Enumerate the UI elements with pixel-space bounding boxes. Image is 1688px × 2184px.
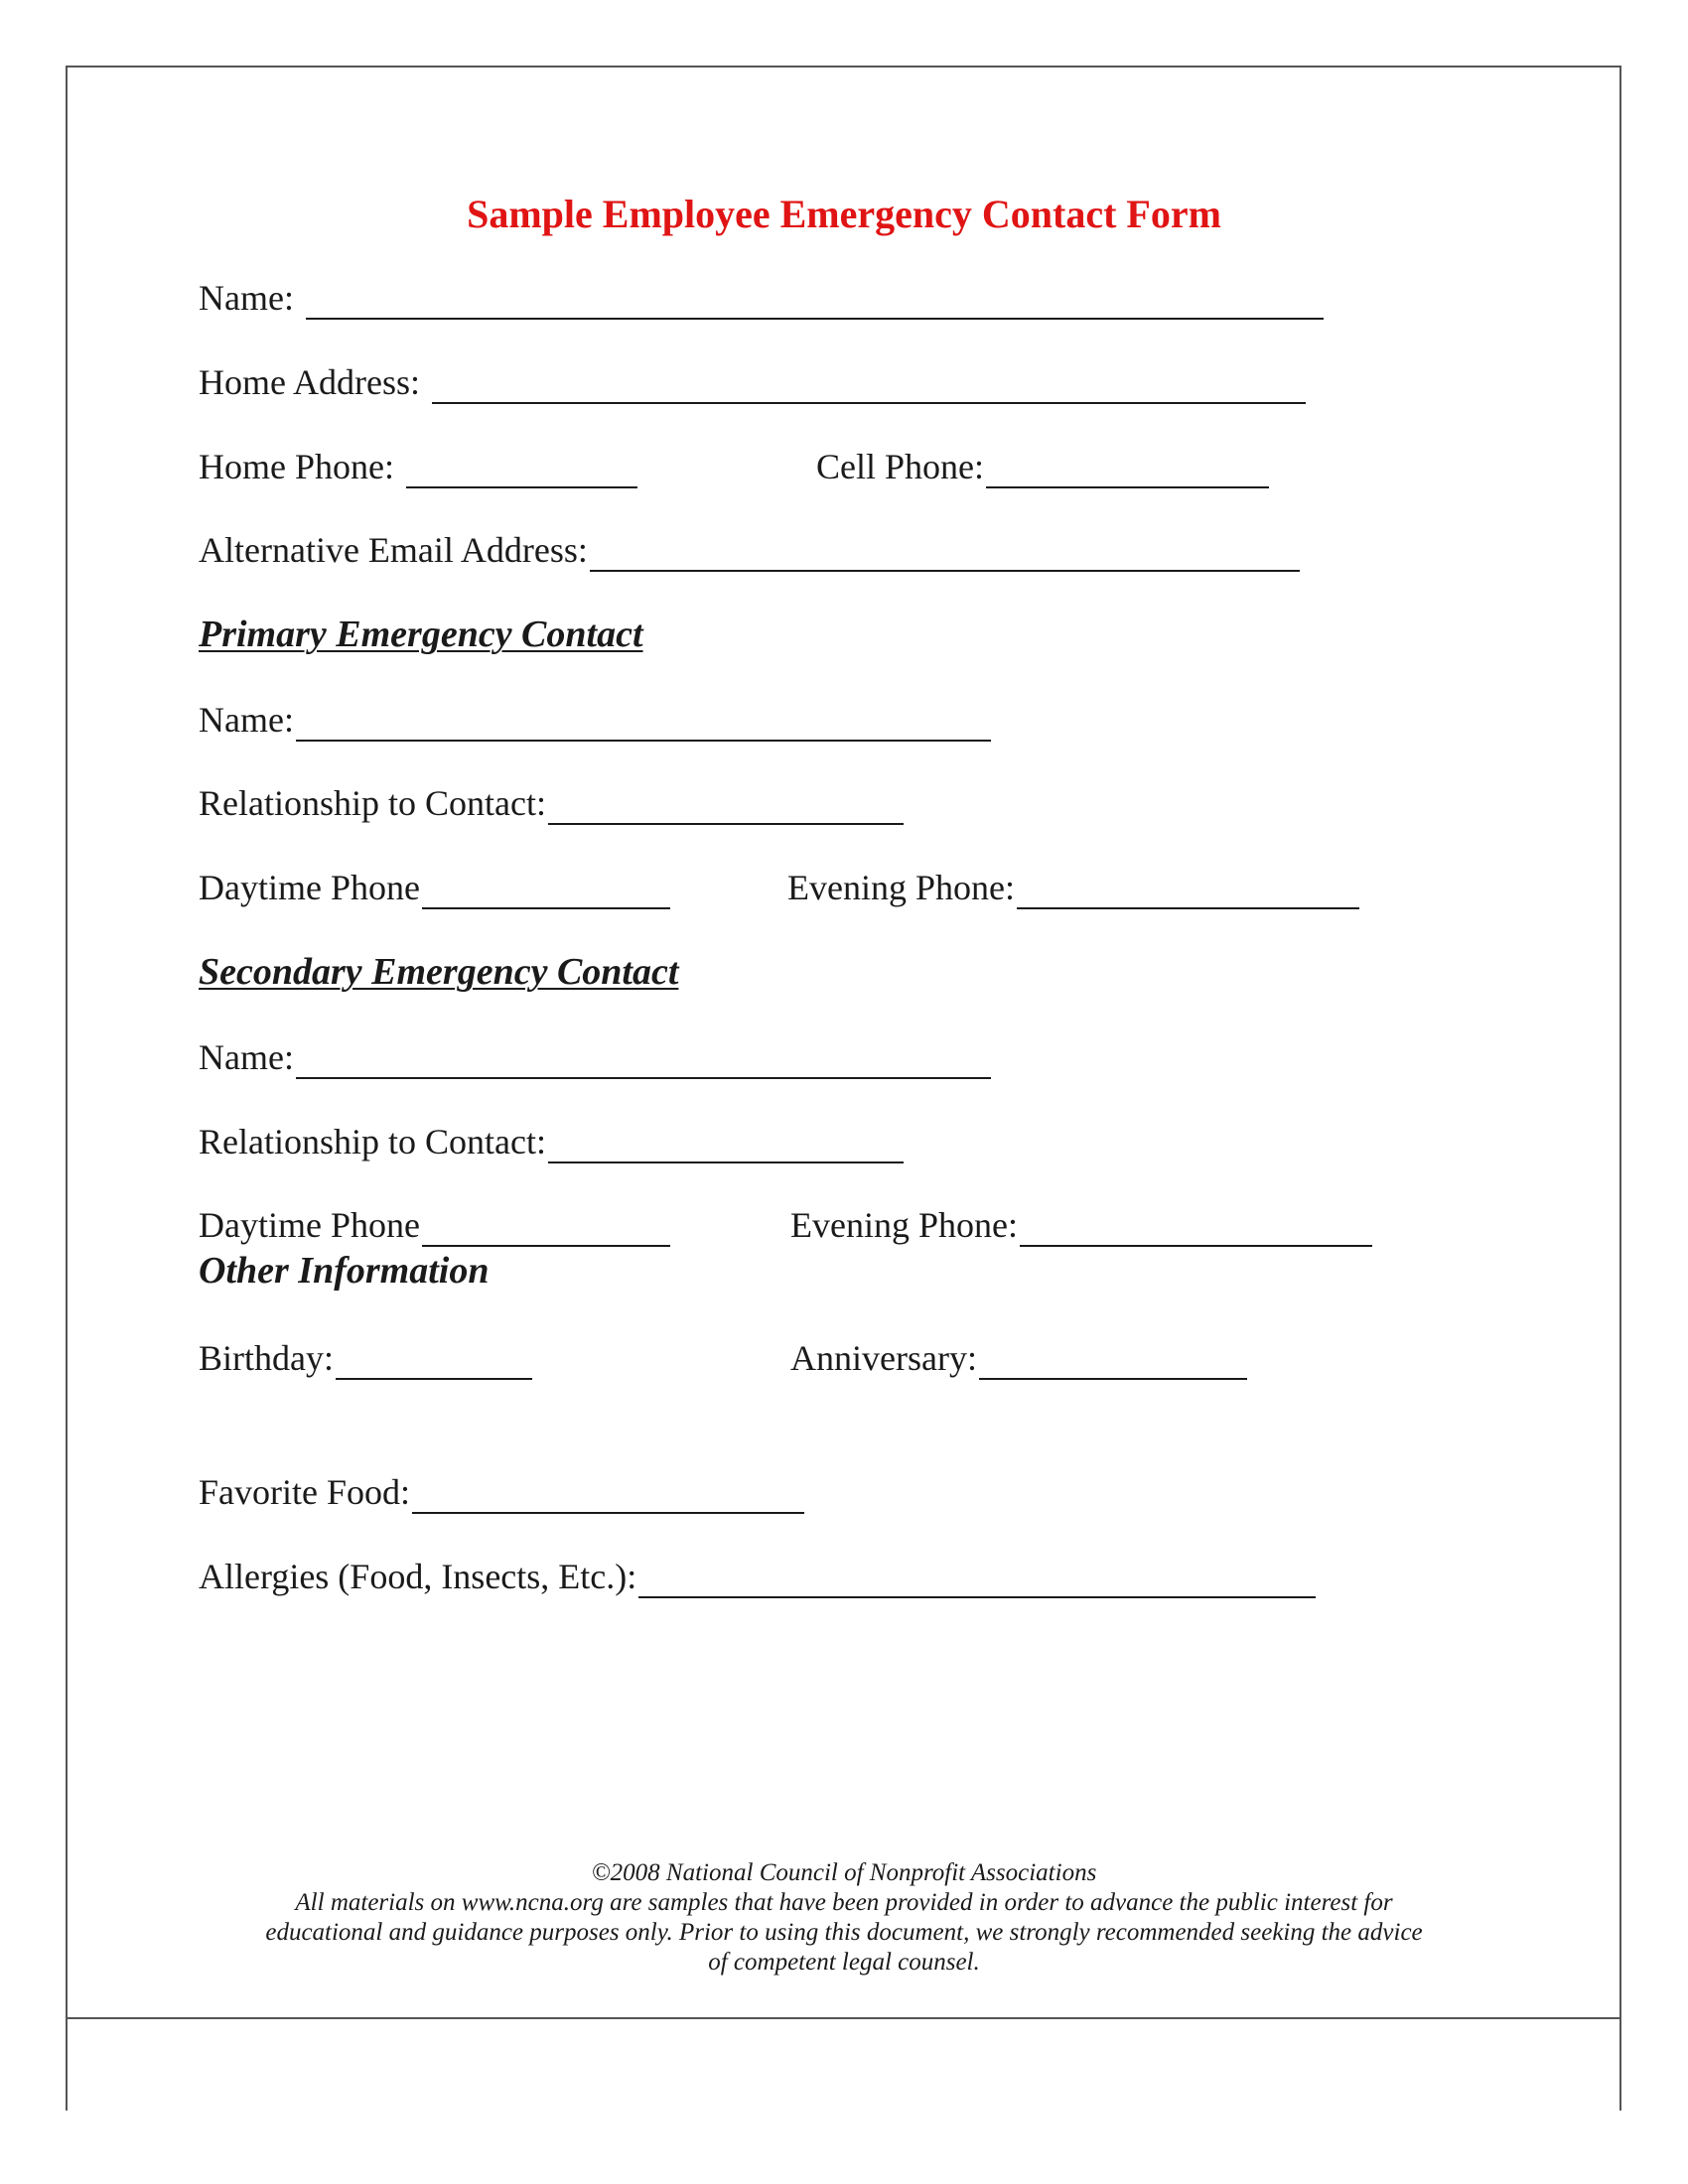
- employee-name-field: [199, 276, 1324, 320]
- secondary-name-label: Name:: [199, 1037, 294, 1077]
- favorite-food-input[interactable]: [412, 1478, 804, 1514]
- primary-evening-phone-input[interactable]: [1017, 874, 1359, 909]
- anniversary-input[interactable]: [979, 1344, 1247, 1380]
- secondary-daytime-phone-label: Daytime Phone: [199, 1205, 420, 1245]
- alt-email-input[interactable]: [590, 536, 1300, 572]
- home-address-input[interactable]: [432, 368, 1306, 404]
- primary-relationship-input[interactable]: [548, 789, 904, 825]
- page-border-top: [66, 66, 1621, 68]
- birthday-input[interactable]: [336, 1344, 532, 1380]
- primary-relationship-label: Relationship to Contact:: [199, 783, 546, 823]
- anniversary-field: [790, 1336, 1247, 1380]
- cell-phone-label: Cell Phone:: [816, 447, 984, 486]
- page-border-right: [1619, 66, 1621, 2111]
- primary-relationship-field: [199, 781, 904, 825]
- primary-daytime-phone-field: [199, 866, 670, 909]
- secondary-evening-phone-label: Evening Phone:: [790, 1205, 1018, 1245]
- employee-name-input[interactable]: [306, 284, 1324, 320]
- primary-daytime-phone-label: Daytime Phone: [199, 868, 420, 907]
- secondary-name-field: [199, 1035, 991, 1079]
- primary-name-input[interactable]: [296, 706, 991, 742]
- cell-phone-field: [816, 445, 1269, 488]
- cell-phone-input[interactable]: [986, 453, 1269, 488]
- alt-email-field: [199, 528, 1300, 572]
- birthday-field: [199, 1336, 532, 1380]
- anniversary-label: Anniversary:: [790, 1338, 977, 1378]
- allergies-field: [199, 1555, 1316, 1598]
- primary-name-label: Name:: [199, 700, 294, 740]
- alt-email-label: Alternative Email Address:: [199, 530, 588, 570]
- home-phone-label: Home Phone:: [199, 447, 394, 486]
- allergies-label: Allergies (Food, Insects, Etc.):: [199, 1557, 637, 1596]
- primary-name-field: [199, 698, 991, 742]
- primary-daytime-phone-input[interactable]: [422, 874, 670, 909]
- secondary-relationship-field: [199, 1120, 904, 1163]
- page-border-left: [66, 66, 68, 2111]
- home-address-field: [199, 360, 1306, 404]
- secondary-relationship-input[interactable]: [548, 1128, 904, 1163]
- page-border-bottom: [66, 2017, 1621, 2019]
- form-title: Sample Employee Emergency Contact Form: [467, 192, 1221, 236]
- favorite-food-field: [199, 1470, 804, 1514]
- footer-line-1: All materials on www.ncna.org are samples that have been provided in order to advance the public interest for: [295, 1889, 1393, 1916]
- secondary-evening-phone-field: [790, 1203, 1372, 1247]
- primary-contact-heading: Primary Emergency Contact: [199, 614, 643, 655]
- footer-line-3: of competent legal counsel.: [708, 1949, 980, 1976]
- footer-line-2: educational and guidance purposes only. Prior to using this document, we strongly recommended seeking the advice: [265, 1919, 1423, 1946]
- allergies-input[interactable]: [638, 1563, 1316, 1598]
- secondary-name-input[interactable]: [296, 1043, 991, 1079]
- home-phone-field: [199, 445, 637, 488]
- birthday-label: Birthday:: [199, 1338, 334, 1378]
- primary-evening-phone-field: [787, 866, 1359, 909]
- footer-disclaimer: [0, 1858, 1688, 1978]
- secondary-daytime-phone-field: [199, 1203, 670, 1247]
- home-phone-input[interactable]: [406, 453, 637, 488]
- home-address-label: Home Address:: [199, 362, 420, 402]
- primary-evening-phone-label: Evening Phone:: [787, 868, 1015, 907]
- secondary-relationship-label: Relationship to Contact:: [199, 1122, 546, 1161]
- secondary-evening-phone-input[interactable]: [1020, 1211, 1372, 1247]
- footer-copyright: ©2008 National Council of Nonprofit Associations: [591, 1859, 1097, 1886]
- favorite-food-label: Favorite Food:: [199, 1472, 410, 1512]
- employee-name-label: Name:: [199, 278, 294, 318]
- secondary-contact-heading: Secondary Emergency Contact: [199, 951, 679, 993]
- secondary-daytime-phone-input[interactable]: [422, 1211, 670, 1247]
- other-information-heading: Other Information: [199, 1250, 490, 1292]
